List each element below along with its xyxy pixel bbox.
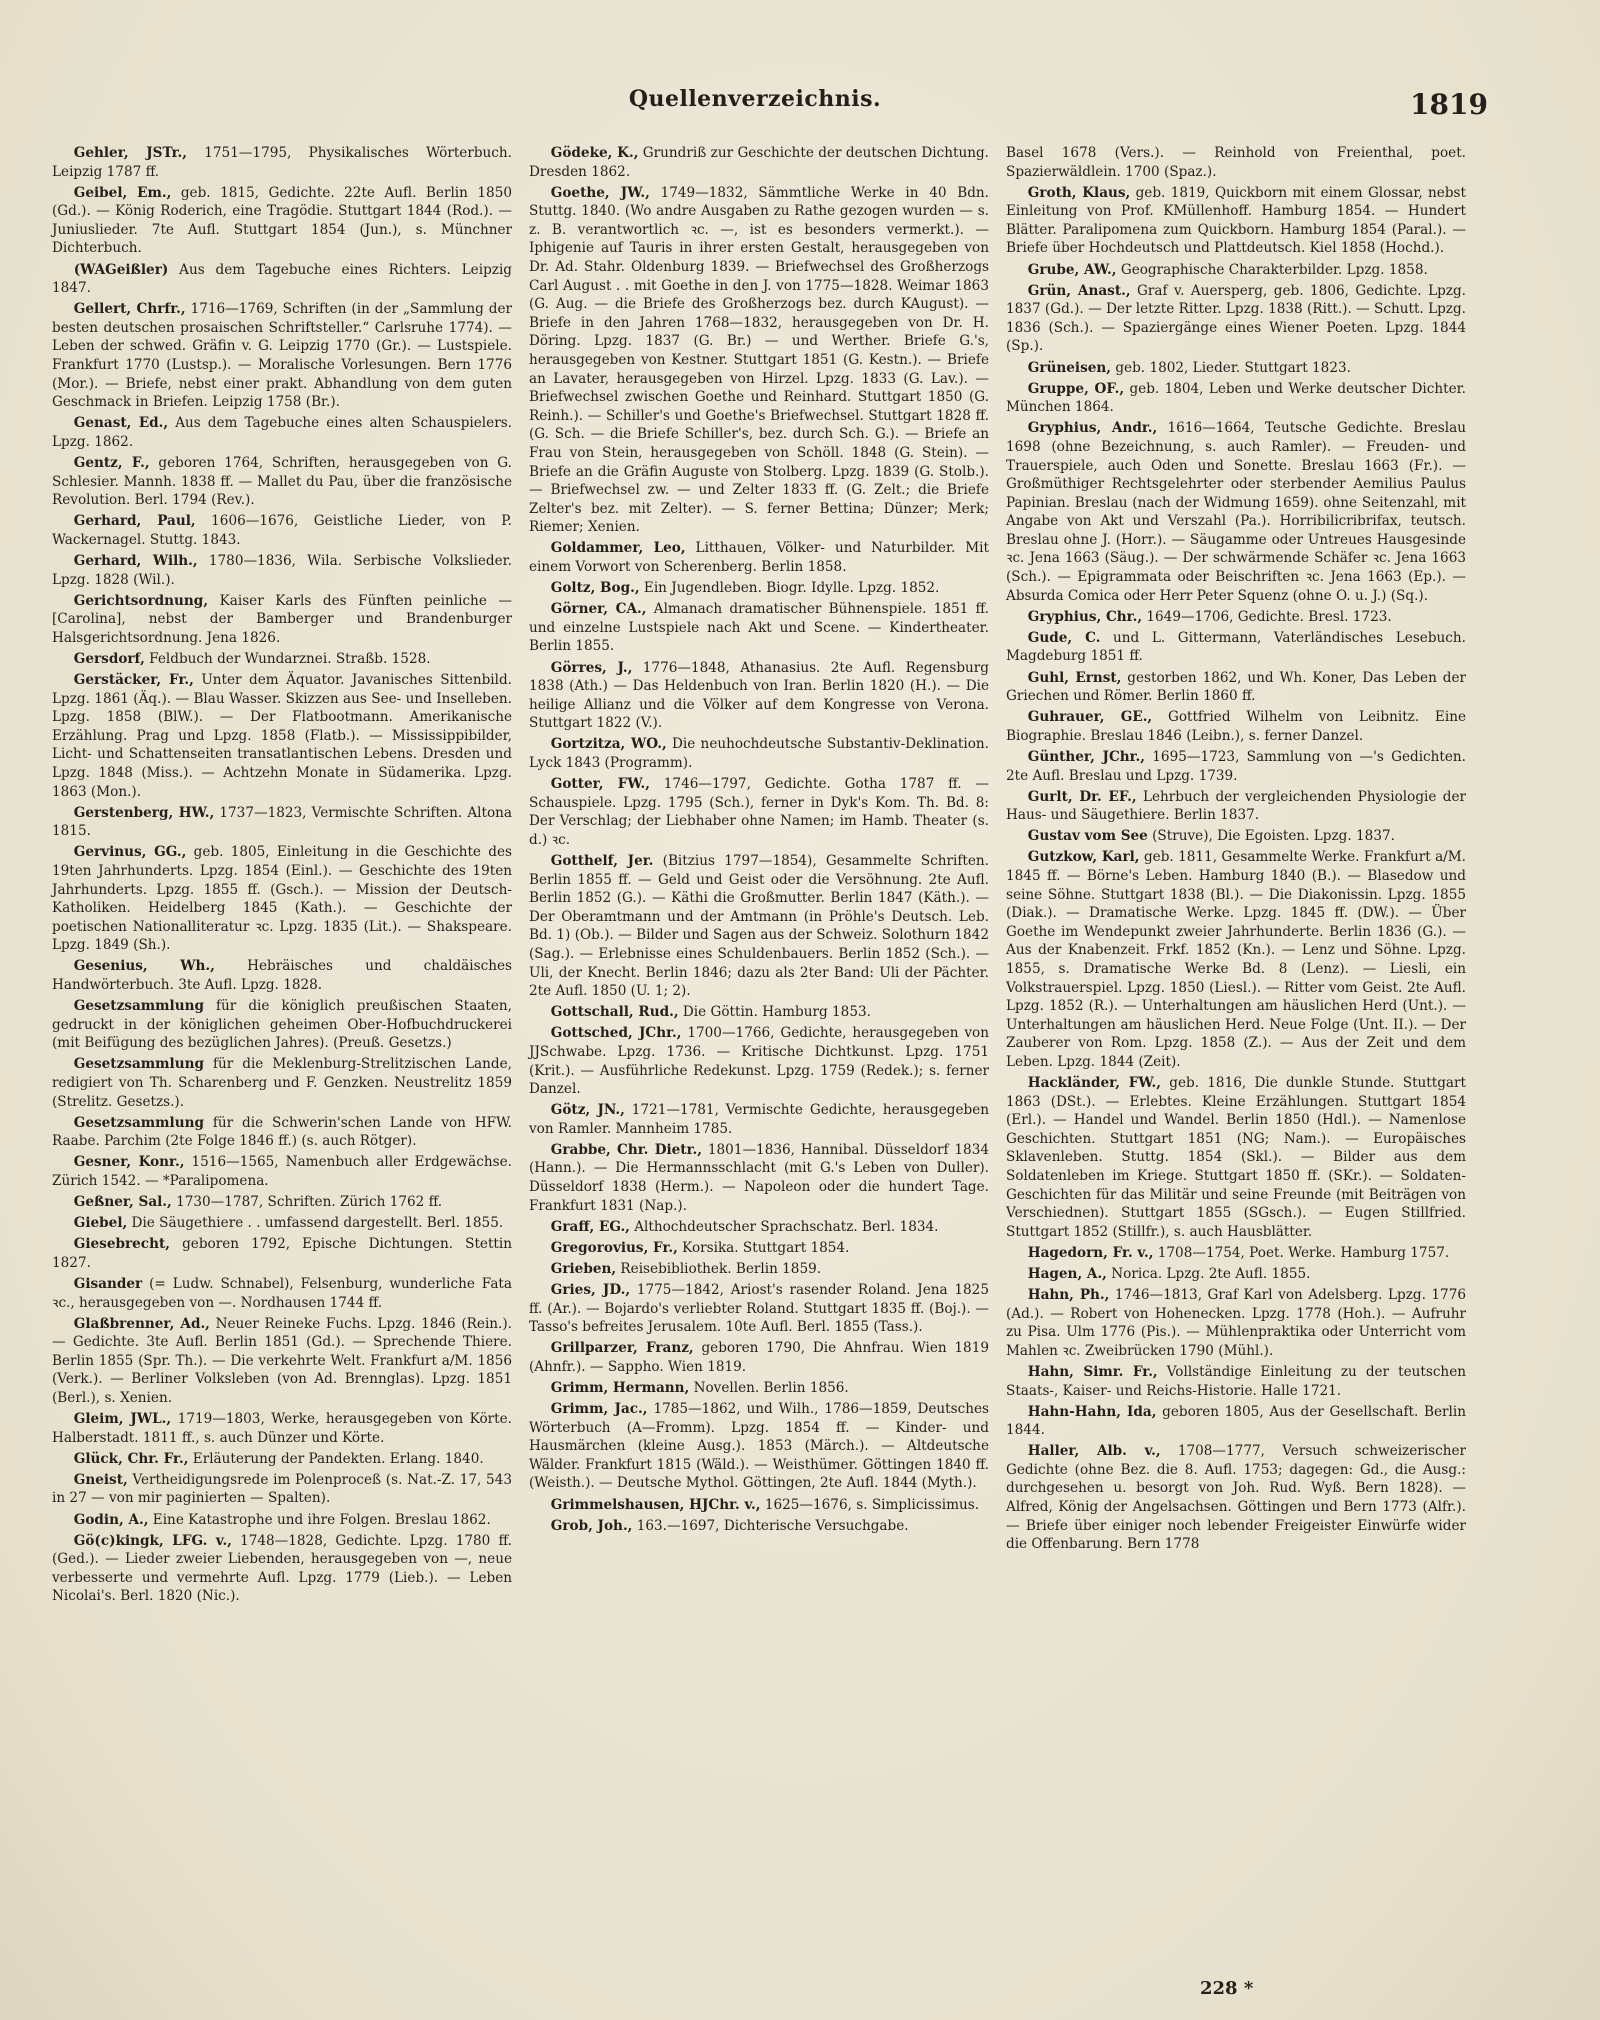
entry-headword: Geßner, Sal., xyxy=(73,1194,172,1211)
bibliography-entry xyxy=(52,1114,512,1151)
entry-headword: Gentz, F., xyxy=(73,455,150,471)
entry-headword: Gerstenberg, HW., xyxy=(73,804,215,821)
entry-headword: Haller, Alb. v., xyxy=(1027,1443,1161,1460)
entry-headword: Gortzitza, WO., xyxy=(550,736,667,753)
entry-text: für die Meklenburg-Strelitzischen Lande, redigiert von Th. Scharenberg und F. Genzken. Neustrelitz 1859 (Strelitz. Gesetzs.). xyxy=(52,1056,512,1110)
entry-headword: Gutzkow, Karl, xyxy=(1027,849,1140,866)
bibliography-entry xyxy=(1006,1363,1466,1400)
bibliography-entry xyxy=(1006,1074,1466,1241)
entry-headword: Gesetzsammlung xyxy=(73,1114,204,1131)
entry-headword: Grün, Anast., xyxy=(1027,282,1131,299)
entry-headword: Glaßbrenner, Ad., xyxy=(73,1315,210,1332)
entry-headword: Guhl, Ernst, xyxy=(1027,669,1122,686)
bibliography-entry xyxy=(52,512,512,549)
entry-headword: Gottschall, Rud., xyxy=(550,1004,679,1021)
bibliography-entry xyxy=(529,600,989,656)
entry-headword: Graff, EG., xyxy=(550,1218,630,1235)
entry-text: 163.—1697, Dichterische Versuchgabe. xyxy=(632,1517,909,1534)
bibliography-entry xyxy=(529,1400,989,1493)
bibliography-entry xyxy=(52,997,512,1053)
bibliography-entry xyxy=(529,1239,989,1258)
bibliography-entry xyxy=(1006,1286,1466,1360)
entry-headword: Goldammer, Leo, xyxy=(550,540,686,557)
bibliography-entry xyxy=(52,1235,512,1272)
bibliography-entry xyxy=(52,1055,512,1111)
bibliography-entry xyxy=(529,775,989,849)
bibliography-entry xyxy=(52,1532,512,1606)
entry-headword: Gisander xyxy=(73,1275,143,1292)
entry-text: Reisebibliothek. Berlin 1859. xyxy=(616,1260,822,1277)
bibliography-entry xyxy=(1006,708,1466,745)
entry-text: 1649—1706, Gedichte. Bresl. 1723. xyxy=(1142,608,1392,625)
entry-headword: Goethe, JW., xyxy=(550,184,650,201)
bibliography-entry xyxy=(1006,419,1466,605)
entry-headword: Gude, C. xyxy=(1027,629,1101,646)
bibliography-entry xyxy=(52,1471,512,1508)
entry-headword: Günther, JChr., xyxy=(1027,748,1146,765)
entry-text: geb. 1804, Leben und Werke deutscher Dichter. München 1864. xyxy=(1006,380,1466,416)
entry-text: 1616—1664, Teutsche Gedichte. Breslau 1698 (ohne Bezeichnung, s. auch Ramler). — Freuden- und Trauerspiele, auch Oden und Sonette. Breslau 1663 (Fr.). — Großmüthiger Rechtsgelehrter oder sterbender Aemilius Paulus Papinian. Breslau (nach der Widmung 1659). ohne Seitenzahl, mit Angabe von Akt und Verszahl (Pa.). Horribilicribrifax, teutsch. Breslau ohne J. (Horr.). — Säugamme oder Untreues Hausgesinde ꝛc. Jena 1663 (Säug.). — Der schwärmende Schäfer ꝛc. Jena 1663 (Sch.). — Epigrammata oder Beischriften ꝛc. Jena 1663 (Ep.). — Absurda Comica oder Herr Peter Squenz (ohne O. u. J.) (Sq.). xyxy=(1006,420,1466,604)
bibliography-entry xyxy=(529,659,989,733)
bibliography-entry xyxy=(529,852,989,1001)
entry-headword: Gryphius, Andr., xyxy=(1027,420,1158,437)
bibliography-entry xyxy=(52,144,512,181)
entry-text: geboren 1764, Schriften, herausgegeben von G. Schlesier. Mannh. 1838 ff. — Mallet du Pau, über die französische Revolution. Berl. 1794 (Rev.). xyxy=(52,455,512,509)
entry-text: Feldbuch der Wundarznei. Straßb. 1528. xyxy=(144,650,431,667)
entry-text: 1737—1823, Vermischte Schriften. Altona 1815. xyxy=(52,804,512,840)
entry-text: 1625—1676, s. Simplicissimus. xyxy=(760,1496,980,1513)
entry-headword: Gustav vom See xyxy=(1027,828,1148,845)
entry-text: Unter dem Äquator. Javanisches Sittenbild. Lpzg. 1861 (Äq.). — Blau Wasser. Skizzen aus See- und Inselleben. Lpzg. 1858 (BlW.). — Der Flatbootmann. Amerikanische Erzählung. Prag und Lpzg. 1858 (Flatb.). — Mississippibilder, Licht- und Schattenseiten transatlantischen Lebens. Dresden und Lpzg. 1848 (Miss.). — Achtzehn Monate in Südamerika. Lpzg. 1863 (Mon.). xyxy=(52,672,513,800)
signature-mark: 228 * xyxy=(1200,1978,1254,1999)
entry-text: 1700—1766, Gedichte, herausgegeben von JJSchwabe. Lpzg. 1736. — Kritische Dichtkunst. Lpzg. 1751 (Krit.). — Ausführliche Redekunst. Lpzg. 1759 (Redek.); s. ferner Danzel. xyxy=(529,1025,989,1098)
bibliography-entry xyxy=(529,1281,989,1337)
entry-headword: Gryphius, Chr., xyxy=(1027,608,1143,625)
entry-text: für die königlich preußischen Staaten, gedruckt in der königlichen geheimen Ober-Hofbuchdruckerei (mit Beifügung des bezüglichen Jahres). (Preuß. Gesetzs.) xyxy=(52,998,512,1052)
entry-text: Novellen. Berlin 1856. xyxy=(689,1380,849,1396)
entry-text: (Struve), Die Egoisten. Lpzg. 1837. xyxy=(1147,828,1395,845)
entry-text: 1516—1565, Namenbuch aller Erdgewächse. Zürich 1542. — *Paralipomena. xyxy=(52,1154,512,1189)
entry-headword: Görner, CA., xyxy=(550,601,647,618)
entry-headword: Gurlt, Dr. EF., xyxy=(1027,788,1137,805)
bibliography-entry xyxy=(1006,748,1466,785)
entry-text: Vertheidigungsrede im Polenproceß (s. Nat.-Z. 17, 543 in 27 — von mir paginierten — Spalten). xyxy=(52,1471,512,1507)
bibliography-entry xyxy=(529,1260,989,1279)
bibliography-entry xyxy=(52,261,512,298)
bibliography-entry xyxy=(52,650,512,669)
entry-headword: Gneist, xyxy=(73,1471,128,1488)
entry-headword: Groth, Klaus, xyxy=(1027,184,1131,201)
column-2 xyxy=(529,144,989,1609)
bibliography-entry xyxy=(1006,669,1466,706)
bibliography-entry xyxy=(52,804,512,841)
entry-text: 1606—1676, Geistliche Lieder, von P. Wackernagel. Stuttg. 1843. xyxy=(52,513,512,548)
column-1 xyxy=(52,144,512,1609)
entry-text: 1746—1797, Gedichte. Gotha 1787 ff. — Schauspiele. Lpzg. 1795 (Sch.), ferner in Dyk's Kom. Th. Bd. 8: Der Verschlag; der Liebhaber ohne Namen; im Hamb. Theater (s. d.) ꝛc. xyxy=(529,776,989,848)
entry-headword: Gotthelf, Jer. xyxy=(550,852,654,869)
entry-text: Hebräisches und chaldäisches Handwörterbuch. 3te Aufl. Lpzg. 1828. xyxy=(52,958,512,994)
entry-headword: Gerstäcker, Fr., xyxy=(73,672,194,689)
bibliography-entry xyxy=(1006,359,1466,378)
entry-headword: Genast, Ed., xyxy=(73,415,169,432)
bibliography-entry xyxy=(52,184,512,258)
entry-headword: Gehler, JSTr., xyxy=(73,145,188,161)
entry-headword: Gödeke, K., xyxy=(550,145,639,161)
entry-headword: Gersdorf, xyxy=(73,650,145,667)
entry-text: Neuer Reineke Fuchs. Lpzg. 1846 (Rein.). — Gedichte. 3te Aufl. Berlin 1851 (Gd.). — Sprechende Thiere. Berlin 1855 (Spr. Th.). — Die verkehrte Welt. Frankfurt a/M. 1856 (Verk.). — Berliner Volksleben (von Ad. Brennglas). Lpzg. 1851 (Berl.), s. Xenien. xyxy=(52,1315,512,1406)
bibliography-entry xyxy=(1006,282,1466,356)
bibliography-entry xyxy=(1006,827,1466,846)
entry-text: geb. 1805, Einleitung in die Geschichte des 19ten Jahrhunderts. Lpzg. 1854 (Einl.). — Geschichte des 19ten Jahrhunderts. Lpzg. 1855 ff. (Gsch.). — Mission der Deutsch-Katholiken. Heidelberg 1845 (Kath.). — Geschichte der poetischen Nationalliteratur ꝛc. Lpzg. 1835 (Lit.). — Shakspeare. Lpzg. 1849 (Sh.). xyxy=(52,844,512,954)
entry-headword: Gruppe, OF., xyxy=(1027,380,1125,397)
bibliography-entry xyxy=(529,579,989,598)
entry-text: geb. 1819, Quickborn mit einem Glossar, nebst Einleitung von Prof. KMüllenhoff. Hamburg 1854. — Hundert Blätter. Paralipomena zum Quickborn. Hamburg 1854 (Paral.). — Briefe über Hochdeutsch und Plattdeutsch. Kiel 1858 (Hochd.). xyxy=(1006,184,1466,257)
entry-text: 1749—1832, Sämmtliche Werke in 40 Bdn. Stuttg. 1840. (Wo andre Ausgaben zu Rathe gezogen wurden — s. z. B. verantwortlich ꝛc. —, ist es besonders vermerkt.). — Iphigenie auf Tauris in ihrer ersten Gestalt, herausgegeben von Dr. Ad. Stahr. Oldenburg 1839. — Briefwechsel des Großherzogs Carl August . . mit Goethe in den J. von 1775—1828. Weimar 1863 (G. Aug. — die Briefe des Großherzogs bez. durch KAugust). — Briefe in den Jahren 1768—1832, herausgegeben von Dr. H. Döring. Lpzg. 1837 (G. Br.) — und Werther. Briefe G.'s, herausgegeben von Kestner. Stuttgart 1851 (G. Kestn.). — Briefe an Lavater, herausgegeben von Hirzel. Lpzg. 1833 (G. Lav.). — Briefwechsel zwischen Goethe und Reinhard. Stuttgart 1850 (G. Reinh.). — Schiller's und Goethe's Briefwechsel. Stuttgart 1828 ff. (G. Sch. — die Briefe Schiller's, bez. durch Sch. G.). — Briefe an Frau von Stein, herausgegeben von Schöll. 1848 (G. Stein). — Briefe an die Gräfin Auguste von Stolberg. Lpzg. 1839 (G. Stolb.). — Briefwechsel zw. — und Zelter 1833 ff. (G. Zelt.; die Briefe Zelter's bez. mit Zelter). — S. ferner Bettina; Dünzer; Merk; Riemer; Xenien. xyxy=(529,184,990,536)
bibliography-entry xyxy=(529,184,989,537)
bibliography-entry xyxy=(1006,261,1466,280)
entry-headword: Guhrauer, GE., xyxy=(1027,709,1153,726)
entry-text: 1780—1836, Wila. Serbische Volkslieder. Lpzg. 1828 (Wil.). xyxy=(52,552,512,588)
bibliography-entry xyxy=(52,1315,512,1408)
entry-headword: Grüneisen, xyxy=(1027,359,1112,376)
entry-headword: Goltz, Bog., xyxy=(550,580,640,597)
bibliography-entry xyxy=(1006,144,1466,181)
entry-headword: Hagen, A., xyxy=(1027,1265,1107,1282)
entry-headword: Gesetzsammlung xyxy=(73,1056,204,1073)
entry-text: Kaiser Karls des Fünften peinliche — [Carolina], nebst der Bamberger und Brandenburger Halsgerichtsordnung. Jena 1826. xyxy=(52,592,512,646)
entry-text: Graf v. Auersperg, geb. 1806, Gedichte. Lpzg. 1837 (Gd.). — Der letzte Ritter. Lpzg. 1838 (Ritt.). — Schutt. Lpzg. 1836 (Sch.). — Spaziergänge eines Wiener Poeten. Lpzg. 1844 (Sp.). xyxy=(1006,282,1466,355)
bibliography-entry xyxy=(1006,629,1466,666)
entry-headword: Gerichtsordnung, xyxy=(73,592,209,609)
entry-headword: Grimm, Hermann, xyxy=(550,1380,690,1396)
entry-headword: Gotter, FW., xyxy=(550,776,650,793)
entry-headword: Gleim, JWL., xyxy=(73,1411,172,1428)
entry-headword: Gesetzsammlung xyxy=(73,998,204,1015)
bibliography-entry xyxy=(1006,788,1466,825)
bibliography-entry xyxy=(1006,380,1466,417)
bibliography-entry xyxy=(52,1275,512,1312)
entry-text: (= Ludw. Schnabel), Felsenburg, wunderliche Fata ꝛc., herausgegeben von —. Nordhausen 1744 ff. xyxy=(52,1275,512,1311)
bibliography-entry xyxy=(529,1339,989,1376)
bibliography-entry xyxy=(52,1214,512,1233)
entry-text: 1746—1813, Graf Karl von Adelsberg. Lpzg. 1776 (Ad.). — Robert von Hohenecken. Lpzg. 1778 (Hoh.). — Aufruhr zu Pisa. Ulm 1776 (Pis.). — Mühlenpraktika oder Unterricht vom Mahlen ꝛc. Zweibrücken 1790 (Mühl.). xyxy=(1006,1287,1466,1359)
entry-headword: Grieben, xyxy=(550,1260,617,1277)
entry-headword: Gervinus, GG., xyxy=(73,844,187,861)
entry-text: gestorben 1862, und Wh. Koner, Das Leben der Griechen und Römer. Berlin 1860 ff. xyxy=(1006,669,1467,705)
entry-text: Ein Jugendleben. Biogr. Idylle. Lpzg. 1852. xyxy=(639,580,940,597)
entry-headword: Grillparzer, Franz, xyxy=(550,1340,694,1357)
entry-text: Die Göttin. Hamburg 1853. xyxy=(678,1004,871,1021)
entry-text: 1716—1769, Schriften (in der „Sammlung der besten deutschen prosaischen Schriftsteller.“ Carlsruhe 1774). — Leben der schwed. Gräfin v. G. Leipzig 1770 (Gr.). — Lustspiele. Frankfurt 1770 (Lustsp.). — Moralische Vorlesungen. Bern 1776 (Mor.). — Briefe, nebst einer prakt. Abhandlung von dem guten Geschmack in Briefen. Leipzig 1758 (Br.). xyxy=(52,301,513,411)
entry-text: 1719—1803, Werke, herausgegeben von Körte. Halberstadt. 1811 ff., s. auch Dünzer und Körte. xyxy=(52,1411,512,1446)
text-columns xyxy=(52,144,1466,1609)
entry-text: Norica. Lpzg. 2te Aufl. 1855. xyxy=(1106,1265,1311,1282)
bibliography-entry xyxy=(1006,1403,1466,1440)
entry-text: Vollständige Einleitung zu der teutschen Staats-, Kaiser- und Reichs-Historie. Halle 1721. xyxy=(1006,1363,1466,1399)
entry-text: 1785—1862, und Wilh., 1786—1859, Deutsches Wörterbuch (A—Fromm). Lpzg. 1854 ff. — Kinder- und Hausmärchen (kleine Ausg.). 1853 (Märch.). — Altdeutsche Wälder. Frankfurt 1815 (Wäld.). — Weisthümer. Göttingen 1840 ff. (Weisth.). — Deutsche Mythol. Göttingen, 2te Aufl. 1844 (Myth.). xyxy=(529,1401,989,1492)
bibliography-entry xyxy=(529,1379,989,1398)
bibliography-entry xyxy=(52,671,512,801)
bibliography-entry xyxy=(52,1153,512,1190)
entry-headword: Gregorovius, Fr., xyxy=(550,1239,678,1256)
entry-text: 1776—1848, Athanasius. 2te Aufl. Regensburg 1838 (Ath.) — Das Heldenbuch von Iran. Berlin 1820 (H.). — Die heilige Allianz und die Völker auf dem Kongresse von Verona. Stuttgart 1822 (V.). xyxy=(529,659,989,732)
entry-headword: Görres, J., xyxy=(550,659,633,676)
entry-headword: Gerhard, Wilh., xyxy=(73,552,198,569)
entry-text: Almanach dramatischer Bühnenspiele. 1851 ff. und einzelne Lustspiele nach Akt und Scene. — Kindertheater. Berlin 1855. xyxy=(529,601,990,655)
entry-text: Eine Katastrophe und ihre Folgen. Breslau 1862. xyxy=(148,1511,491,1528)
entry-text: Litthauen, Völker- und Naturbilder. Mit einem Vorwort von Scherenberg. Berlin 1858. xyxy=(529,540,989,576)
entry-text: 1751—1795, Physikalisches Wörterbuch. Leipzig 1787 ff. xyxy=(52,145,512,180)
bibliography-entry xyxy=(529,1218,989,1237)
bibliography-entry xyxy=(1006,184,1466,258)
entry-text: Gottfried Wilhelm von Leibnitz. Eine Biographie. Breslau 1846 (Leibn.), s. ferner Danzel. xyxy=(1006,709,1466,744)
entry-headword: Geibel, Em., xyxy=(73,184,172,201)
entry-headword: Hahn, Ph., xyxy=(1027,1287,1110,1304)
entry-text: Basel 1678 (Vers.). — Reinhold von Freienthal, poet. Spazierwäldlein. 1700 (Spaz.). xyxy=(1006,145,1466,180)
entry-text: für die Schwerin'schen Lande von HFW. Raabe. Parchim (2te Folge 1846 ff.) (s. auch Rötger). xyxy=(52,1114,512,1150)
bibliography-entry xyxy=(52,454,512,510)
entry-text: Aus dem Tagebuche eines Richters. Leipzig 1847. xyxy=(52,261,512,297)
entry-headword: Gö(c)kingk, LFG. v., xyxy=(73,1532,232,1549)
bibliography-entry xyxy=(52,414,512,451)
bibliography-entry xyxy=(1006,1442,1466,1554)
entry-text: geb. 1816, Die dunkle Stunde. Stuttgart 1863 (DSt.). — Erlebtes. Kleine Erzählungen. Stuttgart 1854 (Erl.). — Handel und Wandel. Berlin 1850 (Hdl.). — Namenlose Geschichten. Stuttgart 1851 (NG; Nam.). — Europäisches Sklavenleben. Stuttg. 1854 (Skl.). — Bilder aus dem Soldatenleben im Kriege. Stuttgart 1850 ff. (SKr.). — Soldaten-Geschichten für das Militär und seine Freunde (mit Beiträgen von Verschiednen). Stuttgart 1855 (SGsch.). — Eugen Stillfried. Stuttgart 1852 (Stillfr.), s. auch Hausblätter. xyxy=(1006,1075,1466,1240)
entry-text: Die neuhochdeutsche Substantiv-Deklination. Lyck 1843 (Programm). xyxy=(529,736,989,771)
bibliography-entry xyxy=(52,1410,512,1447)
entry-headword: Götz, JN., xyxy=(550,1102,625,1119)
entry-text: 1708—1777, Versuch schweizerischer Gedichte (ohne Bez. die 8. Aufl. 1753; dagegen: Gd., die Ausg.: durchgesehen u. besorgt von Joh. Rud. Wyß. Bern 1828). — Alfred, König der Angelsachsen. Göttingen und Bern 1773 (Alfr.). — Briefe über einiger noch lebender Freigeister Einwürfe wider die Offenbarung. Bern 1778 xyxy=(1006,1443,1466,1553)
entry-text: 1695—1723, Sammlung von —'s Gedichten. 2te Aufl. Breslau und Lpzg. 1739. xyxy=(1006,748,1466,784)
entry-headword: Grob, Joh., xyxy=(550,1517,633,1534)
bibliography-entry xyxy=(52,552,512,589)
entry-headword: Gesenius, Wh., xyxy=(73,958,215,975)
entry-text: Erläuterung der Pandekten. Erlang. 1840. xyxy=(188,1450,484,1467)
entry-text: Die Säugethiere . . umfassend dargestellt. Berl. 1855. xyxy=(127,1215,504,1232)
entry-headword: Gellert, Chrfr., xyxy=(73,301,186,318)
entry-headword: Godin, A., xyxy=(73,1511,149,1528)
entry-headword: Giesebrecht, xyxy=(73,1236,170,1253)
entry-text: Lehrbuch der vergleichenden Physiologie der Haus- und Säugethiere. Berlin 1837. xyxy=(1006,788,1466,824)
bibliography-entry xyxy=(529,1141,989,1215)
entry-text: und L. Gittermann, Vaterländisches Lesebuch. Magdeburg 1851 ff. xyxy=(1006,629,1466,665)
entry-text: 1748—1828, Gedichte. Lpzg. 1780 ff. (Ged.). — Lieder zweier Liebenden, herausgegeben von —, neue verbesserte und vermehrte Aufl. Lpzg. 1779 (Lieb.). — Leben Nicolai's. Berl. 1820 (Nic.). xyxy=(52,1532,512,1605)
entry-text: 1730—1787, Schriften. Zürich 1762 ff. xyxy=(171,1194,443,1211)
bibliography-entry xyxy=(529,1024,989,1098)
entry-text: 1721—1781, Vermischte Gedichte, herausgegeben von Ramler. Mannheim 1785. xyxy=(529,1102,989,1137)
entry-text: Geographische Charakterbilder. Lpzg. 1858. xyxy=(1116,261,1428,278)
entry-headword: Hagedorn, Fr. v., xyxy=(1027,1244,1154,1261)
bibliography-entry xyxy=(529,144,989,181)
entry-headword: Hahn-Hahn, Ida, xyxy=(1027,1403,1157,1420)
entry-headword: Gerhard, Paul, xyxy=(73,513,196,530)
entry-headword: Grube, AW., xyxy=(1027,261,1117,278)
entry-text: 1708—1754, Poet. Werke. Hamburg 1757. xyxy=(1153,1244,1450,1261)
entry-text: 1775—1842, Ariost's rasender Roland. Jena 1825 ff. (Ar.). — Bojardo's verliebter Roland. Stuttgart 1835 ff. (Boj.). — Tasso's befreites Jerusalem. 10te Aufl. Berl. 1855 (Tass.). xyxy=(529,1282,989,1336)
entry-headword: (WAGeißler) xyxy=(73,261,169,278)
entry-text: Aus dem Tagebuche eines alten Schauspielers. Lpzg. 1862. xyxy=(52,415,512,450)
entry-text: geboren 1805, Aus der Gesellschaft. Berlin 1844. xyxy=(1006,1403,1466,1439)
bibliography-entry xyxy=(529,1496,989,1515)
running-title: Quellenverzeichnis. xyxy=(628,86,882,112)
bibliography-entry xyxy=(52,592,512,648)
entry-headword: Gries, JD., xyxy=(550,1282,631,1299)
entry-text: geb. 1815, Gedichte. 22te Aufl. Berlin 1850 (Gd.). — König Roderich, eine Tragödie. Stuttgart 1844 (Rod.). — Juniuslieder. 7te Aufl. Stuttgart 1854 (Jun.), s. Münchner Dichterbuch. xyxy=(52,184,512,257)
entry-headword: Hackländer, FW., xyxy=(1027,1075,1161,1091)
bibliography-entry xyxy=(52,1511,512,1530)
bibliography-entry xyxy=(1006,848,1466,1071)
bibliography-entry xyxy=(529,539,989,576)
entry-headword: Glück, Chr. Fr., xyxy=(73,1450,189,1467)
bibliography-entry xyxy=(529,1101,989,1138)
entry-headword: Grimm, Jac., xyxy=(550,1401,648,1418)
entry-headword: Gottsched, JChr., xyxy=(550,1025,682,1042)
entry-text: Grundriß zur Geschichte der deutschen Dichtung. Dresden 1862. xyxy=(529,145,989,180)
bibliography-entry xyxy=(52,1450,512,1469)
entry-headword: Giebel, xyxy=(73,1215,128,1232)
entry-text: Korsika. Stuttgart 1854. xyxy=(677,1239,850,1256)
bibliography-entry xyxy=(52,957,512,994)
bibliography-entry xyxy=(52,300,512,412)
entry-text: geb. 1811, Gesammelte Werke. Frankfurt a/M. 1845 ff. — Börne's Leben. Hamburg 1840 (B.). — Blasedow und seine Söhne. Stuttgart 1838 (Bl.). — Die Diakonissin. Lpzg. 1855 (Diak.). — Dramatische Werke. Lpzg. 1845 ff. (DW.). — Über Goethe im Wendepunkt zweier Jahrhunderte. Berlin 1836 (G.). — Aus der Knabenzeit. Frkf. 1852 (Kn.). — Lenz und Söhne. Lpzg. 1855, s. Dramatische Werke Bd. 8 (Lenz). — Liesli, ein Volkstrauerspiel. Lpzg. 1850 (Liesl.). — Ritter vom Geist. 2te Aufl. Lpzg. 1852 (R.). — Unterhaltungen am häuslichen Herd (Unt.). — Unterhaltungen am häuslichen Herd. Neue Folge (Unt. II.). — Der Zauberer von Rom. Lpzg. 1858 (Z.). — Aus der Zeit und dem Leben. Lpzg. 1844 (Zeit). xyxy=(1006,849,1466,1070)
entry-text: Althochdeutscher Sprachschatz. Berl. 1834. xyxy=(629,1218,939,1235)
entry-headword: Grimmelshausen, HJChr. v., xyxy=(550,1496,761,1513)
entry-headword: Gesner, Konr., xyxy=(73,1154,185,1171)
bibliography-entry xyxy=(529,735,989,772)
bibliography-entry xyxy=(1006,1244,1466,1263)
bibliography-entry xyxy=(1006,608,1466,627)
bibliography-entry xyxy=(529,1003,989,1022)
entry-text: (Bitzius 1797—1854), Gesammelte Schriften. Berlin 1855 ff. — Geld und Geist oder die Versöhnung. 2te Aufl. Berlin 1852 (G.). — Käthi die Großmutter. Berlin 1847 (Käth.). — Der Oberamtmann und der Amtmann (in Pröhle's Deutsch. Leb. Bd. 1) (Ob.). — Bilder und Sagen aus der Schweiz. Solothurn 1842 (Sag.). — Erlebnisse eines Schuldenbauers. Berlin 1852 (Sch.). — Uli, der Knecht. Berlin 1846; dazu als 2ter Band: Uli der Pächter. 2te Aufl. 1850 (U. 1; 2). xyxy=(529,852,990,1000)
entry-text: geb. 1802, Lieder. Stuttgart 1823. xyxy=(1111,359,1351,376)
bibliography-entry xyxy=(52,843,512,955)
entry-text: 1801—1836, Hannibal. Düsseldorf 1834 (Hann.). — Die Hermannsschlacht (mit G.'s Leben von Duller). Düsseldorf 1838 (Herm.). — Napoleon oder die hundert Tage. Frankfurt 1831 (Nap.). xyxy=(529,1141,989,1214)
bibliography-entry xyxy=(52,1193,512,1212)
bibliography-entry xyxy=(1006,1265,1466,1284)
bibliography-entry xyxy=(529,1517,989,1536)
entry-text: geboren 1790, Die Ahnfrau. Wien 1819 (Ahnfr.). — Sappho. Wien 1819. xyxy=(529,1340,989,1375)
entry-headword: Grabbe, Chr. Dietr., xyxy=(550,1141,702,1158)
entry-headword: Hahn, Simr. Fr., xyxy=(1027,1363,1158,1380)
column-3 xyxy=(1006,144,1466,1609)
page-number: 1819 xyxy=(1410,88,1488,121)
entry-text: geboren 1792, Epische Dichtungen. Stettin 1827. xyxy=(52,1236,512,1271)
